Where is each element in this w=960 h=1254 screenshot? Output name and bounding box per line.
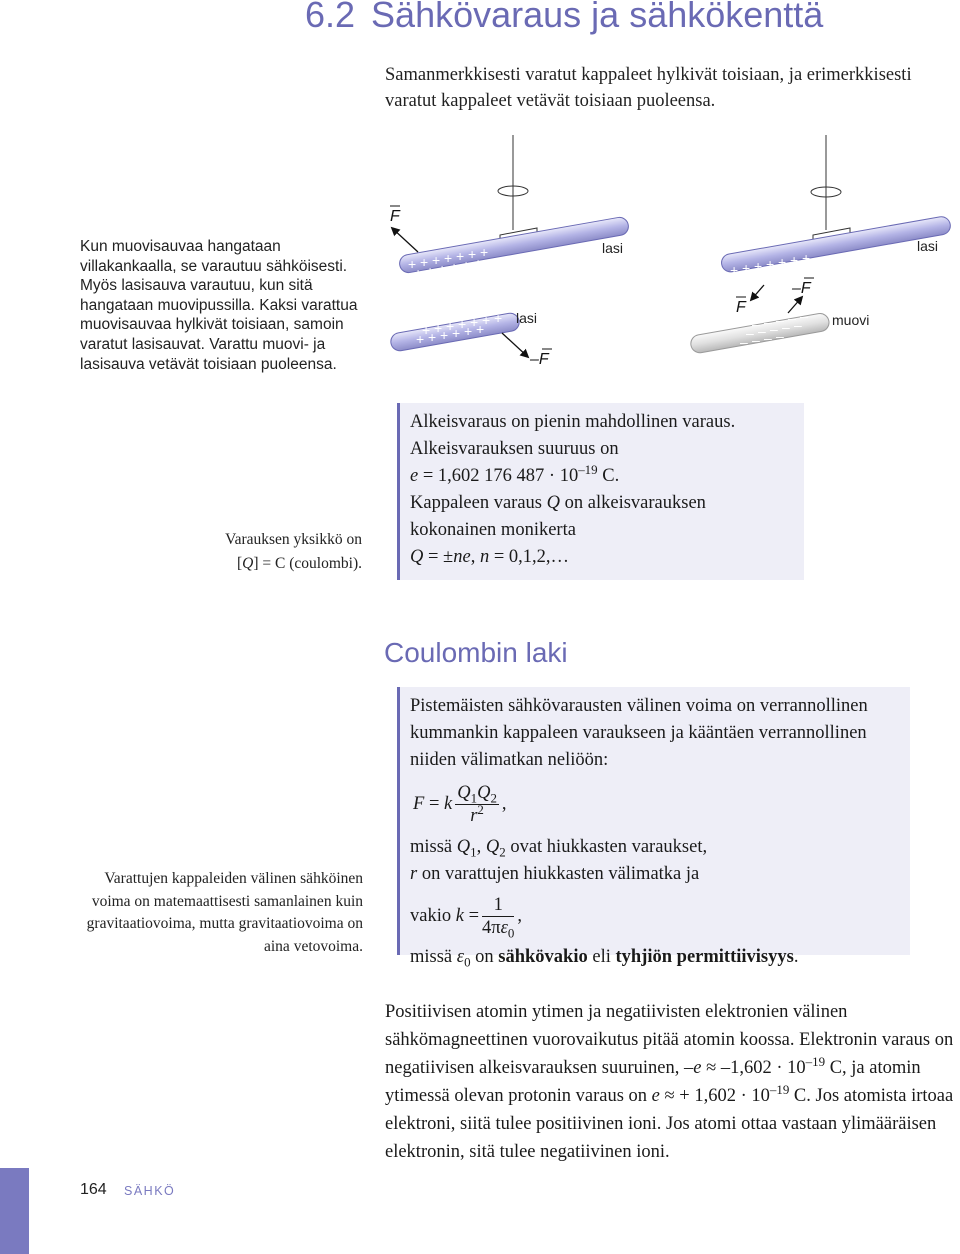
distance-line: r on varattujen hiukkasten välimatka ja: [410, 864, 700, 884]
permittivity-line: missä $\varepsilon_0$ on sähkövakio eli tyhjiön permittiivisyys.: [410, 947, 799, 970]
gravitation-note: Varattujen kappaleiden välinen sähköinen voima on matemaattisesti samanlainen kuin gravitaatiovoima, mutta gravitaatiovoima on aina vetovoima.: [86, 870, 363, 955]
svg-text:+: +: [730, 262, 739, 278]
svg-text:+: +: [464, 323, 473, 339]
svg-text:+: +: [470, 314, 479, 330]
svg-text:+: +: [428, 329, 437, 345]
intro-text: Samanmerkkisesti varatut kappaleet hylkivät toisiaan, ja erimerkkisesti varatut kappaleet vetävät toisiaan puoleensa.: [385, 65, 912, 111]
svg-text:+: +: [438, 261, 447, 277]
unit-note-line2: [Q] = C (coulombi).: [237, 555, 362, 572]
neg-force-label-right: –F: [792, 280, 811, 297]
term-sahkovakio: sähkövakio: [498, 947, 588, 967]
svg-text:–: –: [776, 312, 784, 328]
svg-text:+: +: [426, 263, 435, 279]
unit-note-line1: Varauksen yksikkö on: [225, 531, 362, 548]
charge-box-line3: e = 1,602 176 $487 \cdot 10^{-19}$ C.: [410, 461, 620, 486]
charged-rods-figure: [380, 135, 960, 375]
constant-fraction: $\frac{1}{4\pi\varepsilon_0}$: [482, 894, 515, 941]
chapter-title: [305, 0, 823, 36]
neg-force-label-lower: –F: [530, 351, 549, 368]
svg-text:+: +: [456, 248, 465, 264]
svg-text:+: +: [440, 327, 449, 343]
svg-text:+: +: [434, 320, 443, 336]
svg-text:+: +: [452, 325, 461, 341]
svg-text:–: –: [782, 319, 790, 335]
plus-signs-upper: [408, 244, 488, 281]
coulomb-law-box: [397, 687, 910, 970]
svg-text:–: –: [746, 325, 754, 341]
svg-text:–: –: [758, 323, 766, 339]
charges-line: missä $Q_1$, $Q_2$ ovat hiukkasten varaukset,: [410, 837, 708, 860]
section-title: Sähkövaraus ja sähkökenttä: [371, 0, 824, 35]
charge-box-line2: Alkeisvarauksen suuruus on: [410, 439, 619, 459]
svg-text:+: +: [414, 265, 423, 281]
missa-2: missä: [410, 947, 453, 967]
running-head: SÄHKÖ: [124, 1184, 176, 1198]
svg-text:+: +: [802, 250, 811, 266]
svg-text:+: +: [468, 246, 477, 262]
svg-text:+: +: [462, 257, 471, 273]
eli-word: eli: [592, 947, 611, 967]
label-glass-top-right: lasi: [917, 238, 939, 254]
atom-paragraph: Positiivisen atomin ytimen ja negatiivisten elektronien välinen sähkömagneettinen vuorovaikutus pitää atomin koossa. Elektronin varaus on negatiivisen alkeisvarauksen suuruinen, $-e \approx -1,602 \cdot 10^{-19}$ C, ja atomin ytimessä olevan protonin varaus on e ≈ + $1,602 \cdot 10^{-19}$ C. Jos atomista irtoaa elektroni, siitä tulee positiivinen ioni. Jos atomi ottaa vastaan ylimääräisen elektronin, sitä tulee negatiivinen ioni.: [385, 1002, 954, 1162]
force-arrow-upper: [392, 228, 418, 252]
coulomb-fraction: $\frac{Q_1Q_2}{r^2}$: [457, 782, 497, 826]
svg-text:+: +: [482, 312, 491, 328]
elementary-charge-unit: C.: [602, 466, 620, 486]
charge-box-line4b: on alkeisvarauksen: [564, 493, 706, 513]
svg-text:–: –: [740, 334, 748, 350]
proton-charge-value: + 1,602 · 10: [679, 1086, 770, 1106]
svg-text:+: +: [748, 269, 757, 285]
svg-text:+: +: [742, 260, 751, 276]
svg-text:+: +: [458, 316, 467, 332]
svg-text:+: +: [444, 250, 453, 266]
force-arrow-right-glass: [751, 285, 764, 300]
svg-text:–: –: [752, 332, 760, 348]
elementary-charge-value: = 1,602 176 487 · 10: [422, 466, 579, 486]
svg-text:+: +: [778, 254, 787, 270]
side-color-tab: [0, 1168, 29, 1254]
svg-text:+: +: [474, 255, 483, 271]
svg-text:+: +: [766, 256, 775, 272]
svg-text:–: –: [764, 330, 772, 346]
charges-text: ovat hiukkasten varaukset,: [510, 837, 708, 857]
charge-box-line4a: Kappaleen varaus: [410, 493, 543, 513]
proton-charge-exponent: –19: [769, 1081, 790, 1097]
page-number: 164: [80, 1181, 107, 1198]
svg-text:+: +: [476, 321, 485, 337]
label-glass-top-left: lasi: [602, 240, 624, 256]
missa-1: missä: [410, 837, 453, 857]
paragraph-sentence-2: C, ja atomin ytimessä olevan protonin varaus on: [385, 1058, 921, 1106]
svg-text:+: +: [772, 265, 781, 281]
svg-text:+: +: [408, 256, 417, 272]
svg-text:+: +: [432, 252, 441, 268]
svg-text:–: –: [752, 316, 760, 332]
coulomb-constant-formula: vakio k = $\frac{1}{4\pi\varepsilon_0}$ ,: [410, 894, 522, 941]
on-word: on: [475, 947, 494, 967]
svg-text:+: +: [422, 322, 431, 338]
unit-note-unit: = C (coulombi).: [262, 555, 362, 572]
elementary-charge-exponent: –19: [578, 461, 598, 477]
force-label-right: F: [736, 299, 746, 316]
svg-text:+: +: [420, 254, 429, 270]
charge-box-line1: Alkeisvaraus on pienin mahdollinen varaus.: [410, 412, 736, 432]
figure-caption: Kun muovisauvaa hangataan villakankaalla, se varautuu sähköisesti. Myös lasisauva varautuu, kun sitä hangataan muovipussilla. Kaksi varattua muovisauvaa hylkivät toisiaan, samoin varatut lasisauvat. Varattu muovi- ja lasisauva vetävät toisiaan puoleensa.: [80, 238, 358, 373]
force-arrow-lower: [502, 333, 528, 357]
svg-text:+: +: [784, 263, 793, 279]
svg-text:+: +: [736, 271, 745, 287]
charge-box-line4: Kappaleen varaus Q on alkeisvarauksen: [410, 493, 706, 513]
label-glass-lower: lasi: [516, 310, 538, 326]
elementary-charge-box: [397, 403, 804, 580]
distance-text: on varattujen hiukkasten välimatka ja: [421, 864, 700, 884]
paragraph-sentence-3: C. Jos atomista irtoaa elektroni, siitä tulee positiivinen ioni. Jos atomi ottaa vastaan ylimääräisen elektronin, sitä tulee negatiivinen ioni.: [385, 1086, 954, 1162]
section-heading: Coulombin laki: [384, 637, 568, 668]
charge-box-line5: kokonainen monikerta: [410, 520, 576, 540]
svg-text:+: +: [450, 259, 459, 275]
svg-text:+: +: [790, 252, 799, 268]
unit-note: [225, 528, 362, 576]
svg-text:–: –: [770, 321, 778, 337]
coulomb-intro: Pistemäisten sähkövarausten välinen voima on verrannollinen kummankin kappaleen varaukseen ja kääntäen verrannollinen niiden välimatkan neliöön:: [410, 696, 868, 770]
paragraph-sentence-1: Positiivisen atomin ytimen ja negatiivisten elektronien välinen sähkömagneettinen vuorovaikutus pitää atomin koossa. Elektronin varaus on negatiivisen alkeisvarauksen suuruinen,: [385, 1002, 954, 1078]
svg-text:+: +: [760, 267, 769, 283]
svg-text:+: +: [754, 258, 763, 274]
term-permittivity: tyhjiön permittiivisyys: [615, 947, 794, 967]
svg-text:–: –: [788, 310, 796, 326]
formula-rest: = 0,1,2,…: [493, 547, 569, 567]
label-plastic: muovi: [832, 312, 870, 328]
electron-charge-value: –1,602 · 10: [720, 1058, 806, 1078]
svg-text:+: +: [446, 318, 455, 334]
force-label-upper: F: [390, 208, 400, 225]
svg-text:–: –: [794, 317, 802, 333]
section-number: 6.2: [305, 0, 356, 35]
svg-text:–: –: [776, 328, 784, 344]
svg-text:+: +: [494, 310, 503, 326]
svg-text:–: –: [800, 308, 808, 324]
electron-charge-exponent: –19: [805, 1053, 826, 1069]
svg-text:+: +: [480, 244, 489, 260]
svg-text:+: +: [416, 331, 425, 347]
coulomb-formula: F = k $\frac{Q_1Q_2}{r^2}$ ,: [413, 782, 507, 826]
svg-text:–: –: [764, 314, 772, 330]
charge-quantization-formula: Q = ±ne, n = 0,1,2,…: [410, 547, 569, 567]
vakio-label: vakio: [410, 905, 452, 926]
